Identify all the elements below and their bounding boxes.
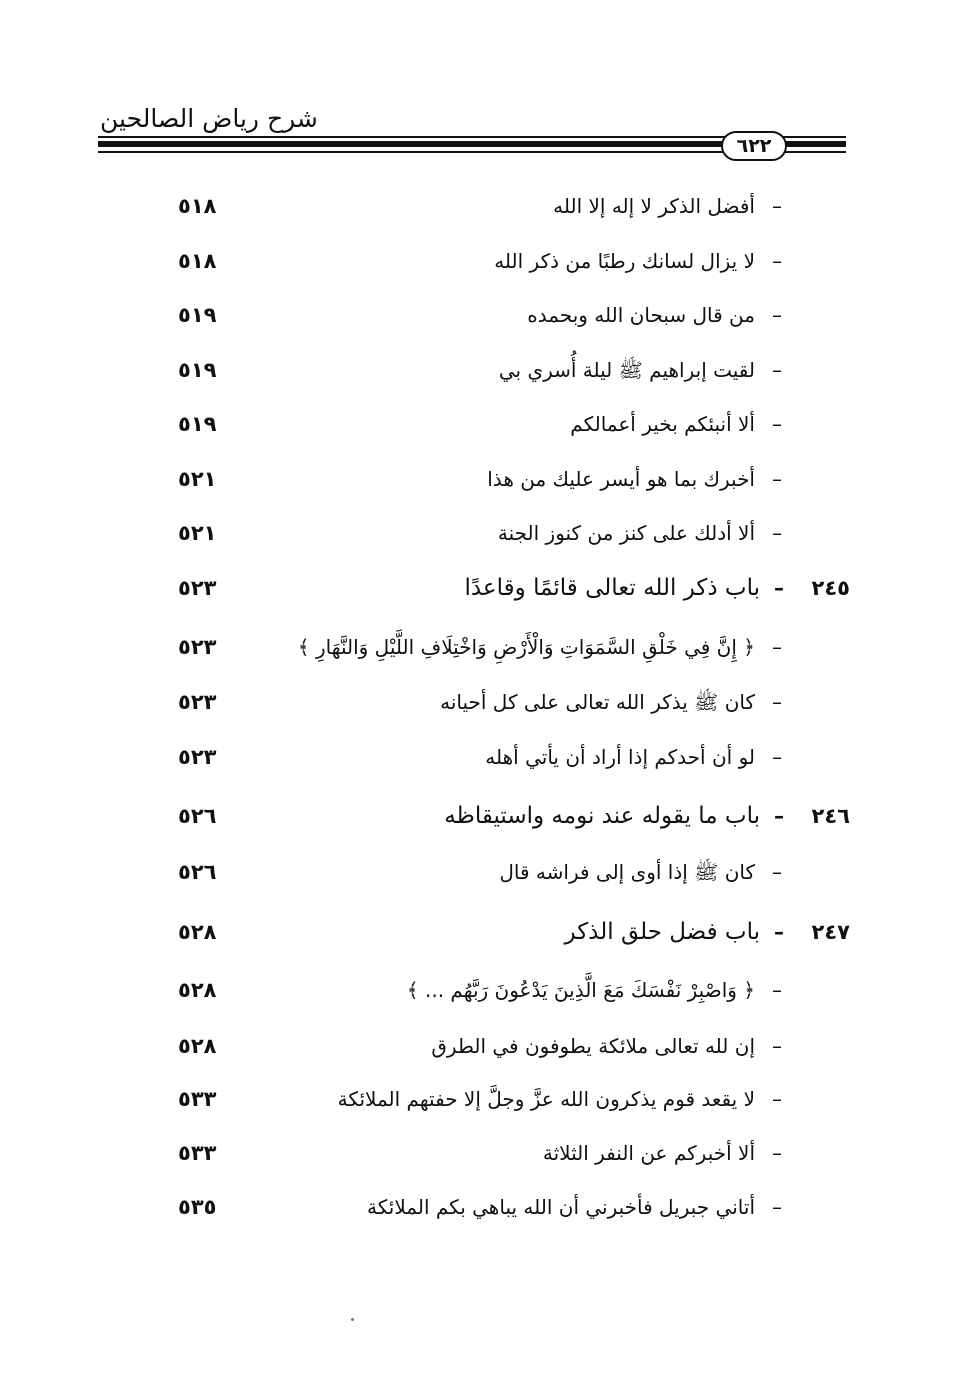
toc-page-number: ٥٢٣	[178, 635, 217, 659]
toc-entry-text: إن لله تعالى ملائكة يطوفون في الطرق	[431, 1034, 755, 1058]
toc-page-number: ٥٢٨	[178, 920, 217, 944]
toc-dash: –	[774, 576, 784, 600]
toc-entry	[160, 1026, 850, 1066]
toc-entry	[160, 682, 850, 722]
toc-entry	[160, 295, 850, 335]
toc-dash: –	[772, 1087, 782, 1111]
toc-page-number: ٥٢٦	[178, 804, 217, 828]
toc-entry	[160, 241, 850, 281]
toc-entry-text: من قال سبحان الله وبحمده	[527, 303, 755, 327]
toc-dash: –	[772, 1034, 782, 1058]
toc-entry	[160, 1133, 850, 1173]
toc-entry-text: أفضل الذكر لا إله إلا الله	[553, 194, 755, 218]
toc-entry	[160, 513, 850, 553]
toc-entry	[160, 1079, 850, 1119]
toc-entry-text: ﴿ وَاصْبِرْ نَفْسَكَ مَعَ الَّذِينَ يَدْعُونَ رَبَّهُم ... ﴾	[406, 978, 755, 1002]
toc-dash: –	[772, 690, 782, 714]
toc-entry-text: ﴿ إِنَّ فِي خَلْقِ السَّمَوَاتِ وَالْأَرْضِ وَاخْتِلَافِ اللَّيْلِ وَالنَّهَارِ ﴾	[297, 635, 755, 659]
toc-entry	[160, 350, 850, 390]
toc-entry-text: لا يقعد قوم يذكرون الله عزَّ وجلَّ إلا حفتهم الملائكة	[337, 1087, 755, 1111]
toc-entry-text: أخبرك بما هو أيسر عليك من هذا	[487, 467, 755, 491]
toc-dash: –	[772, 303, 782, 327]
toc-page-number: ٥٢٣	[178, 745, 217, 769]
toc-chapter-number: ٢٤٥	[811, 576, 850, 600]
toc-chapter-number: ٢٤٦	[811, 804, 850, 828]
toc-entry-text: لو أن أحدكم إذا أراد أن يأتي أهله	[485, 745, 755, 769]
toc-page-number: ٥٢٣	[178, 690, 217, 714]
toc-chapter	[160, 568, 850, 608]
toc-entry	[160, 1187, 850, 1227]
page-number: ٦٢٢	[721, 131, 787, 161]
toc-dash: –	[772, 1195, 782, 1219]
toc-entry	[160, 186, 850, 226]
toc-dash: –	[772, 249, 782, 273]
toc-entry-text: ألا أخبركم عن النفر الثلاثة	[542, 1141, 755, 1165]
toc-dash: –	[774, 920, 784, 944]
toc-dash: –	[772, 635, 782, 659]
toc-page-number: ٥١٩	[178, 358, 217, 382]
toc-entry-text: كان ﷺ إذا أوى إلى فراشه قال	[499, 860, 755, 884]
scan-speck	[351, 1318, 354, 1321]
toc-chapter-title: باب فضل حلق الذكر	[564, 919, 760, 945]
toc-dash: –	[772, 521, 782, 545]
toc-chapter	[160, 796, 850, 836]
toc-dash: –	[772, 358, 782, 382]
toc-dash: –	[772, 412, 782, 436]
toc-page-number: ٥٣٥	[178, 1195, 217, 1219]
toc-entry	[160, 737, 850, 777]
toc-page-number: ٥٣٣	[178, 1087, 217, 1111]
toc-entry	[160, 627, 850, 667]
toc-entry-text: ألا أنبئكم بخير أعمالكم	[570, 412, 755, 436]
toc-entry-text: أتاني جبريل فأخبرني أن الله يباهي بكم الملائكة	[367, 1195, 755, 1219]
toc-dash: –	[772, 194, 782, 218]
toc-chapter	[160, 912, 850, 952]
toc-entry	[160, 404, 850, 444]
toc-page-number: ٥٢١	[178, 521, 217, 545]
toc-page-number: ٥١٨	[178, 194, 217, 218]
toc-chapter-title: باب ذكر الله تعالى قائمًا وقاعدًا	[464, 575, 760, 601]
toc-chapter-title: باب ما يقوله عند نومه واستيقاظه	[444, 803, 760, 829]
toc-page-number: ٥١٨	[178, 249, 217, 273]
toc-dash: –	[772, 860, 782, 884]
toc-page-number: ٥٢٨	[178, 978, 217, 1002]
toc-dash: –	[772, 1141, 782, 1165]
toc-entry-text: ألا أدلك على كنز من كنوز الجنة	[497, 521, 755, 545]
toc-entry-text: لقيت إبراهيم ﷺ ليلة أُسري بي	[498, 358, 755, 382]
toc-page-number: ٥١٩	[178, 303, 217, 327]
toc-chapter-number: ٢٤٧	[811, 920, 850, 944]
toc-entry	[160, 852, 850, 892]
toc-page-number: ٥٢٨	[178, 1034, 217, 1058]
toc-entry	[160, 459, 850, 499]
toc-dash: –	[774, 804, 784, 828]
toc-dash: –	[772, 467, 782, 491]
toc-page-number: ٥٣٣	[178, 1141, 217, 1165]
toc-dash: –	[772, 978, 782, 1002]
toc-page-number: ٥٢٣	[178, 576, 217, 600]
toc-entry	[160, 970, 850, 1010]
toc-entry-text: كان ﷺ يذكر الله تعالى على كل أحيانه	[440, 690, 755, 714]
toc-entry-text: لا يزال لسانك رطبًا من ذكر الله	[494, 249, 755, 273]
toc-page-number: ٥١٩	[178, 412, 217, 436]
toc-page-number: ٥٢١	[178, 467, 217, 491]
book-title: شرح رياض الصالحين	[100, 104, 318, 133]
toc-dash: –	[772, 745, 782, 769]
toc-page-number: ٥٢٦	[178, 860, 217, 884]
